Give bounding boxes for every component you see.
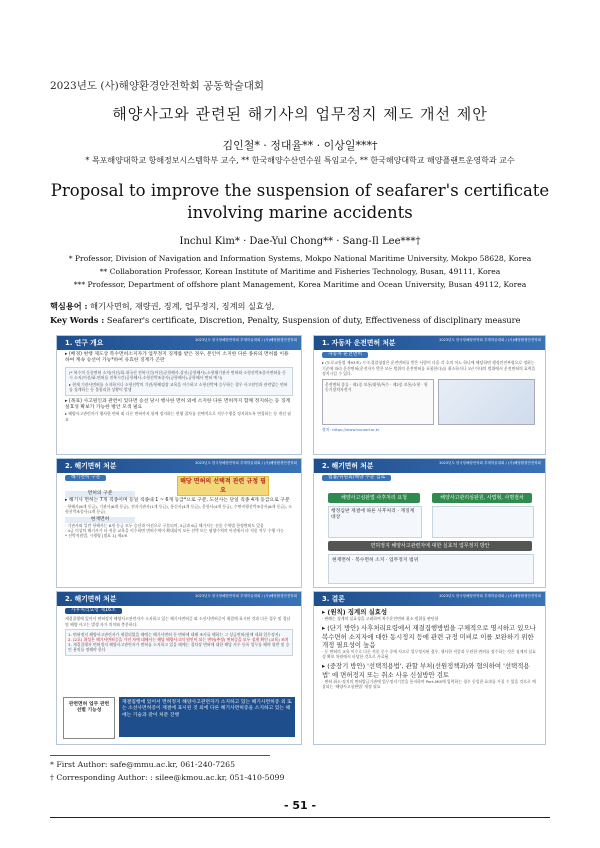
license-figure: [322, 379, 434, 425]
panel-title: 2. 해기면허 처분: [65, 595, 117, 603]
conference-name: 2023년도 (사)해양환경안전학회 공동학술대회: [50, 80, 265, 92]
keywords-english-text: Seafarer's certificate, Discretion, Penalty, Suspension of duty, Effectiveness of disciplinary measure: [106, 315, 521, 325]
panel-header-right: 2023년도 한국항해항만학회 추계학술대회 / (사)해양환경안전학회: [195, 338, 297, 342]
page-bottom-rule: [50, 817, 550, 818]
poster-panel-post-processing: [56, 591, 302, 745]
side-box-text: 관련면허 업무 관련 선별 기능성: [68, 702, 110, 714]
flow-detail-2: [432, 506, 534, 538]
license-text-2: · 항해사(6개 등급), 기관사(6개 등급), 전자기관사(1개 등급), 통신사(4개 등급), 운항사(4개 등급), 수면비행선박조종사(6개 등급), 소형선박조종사(1개 등급): [65, 504, 292, 515]
panel-body: [57, 350, 301, 424]
poster-panel-conclusion: [313, 591, 546, 745]
panel-body: [314, 473, 545, 483]
english-title: Proposal to improve the suspension of seafarer's certificate involving marine accidents: [50, 181, 550, 222]
keywords-english: [50, 315, 520, 325]
keywords-english-label: Key Words :: [50, 315, 105, 325]
conclusion-heading-1: ▸ (원칙) 징계의 실효성: [322, 608, 388, 616]
korean-authors: 김인철* · 정대율** · 이상일***†: [222, 139, 378, 152]
panel-header: [314, 459, 545, 473]
section-tag: 해기면허 구분: [65, 475, 106, 481]
note-text-2: ▸ 현재 기관사면허를 소지하거나 소형선박의 기관/항해겸장 교육을 이수하고 소형선박에 승무하는 경우 사고원인과 관련없는 면허를 징계하는 등 불합리한 상황이 발생: [69, 382, 288, 393]
conclusion-text-3: · 면허 취소·정지의 면허발급기관에 업무정지기간을 통지하여 Port-MIS에 입력하는 경우 동일한 효과를 가질 수 있을 것으로 예상되는 '해양사고심판법' 개정 필요: [322, 678, 536, 690]
conclusion-heading-2: ▸ (단기 방안) 사후처리요령에서 재결집행방법을 구체적으로 명시하고 있으나 복수면허 소지자에 대한 동시정지 등에 관련 규정 미비로 이를 보완하기 위한 개정 필요성이 높음: [322, 624, 536, 649]
conclusion-text-2: · 동 면허의 교육 이수로 다른 직종 중수 중에 사고로 업무정지된 경우, 행사한 직종과 무관한 면허를 정수하는 것은 징계의 실효성 확보 차원에서 타당한 것으로 사료됨: [322, 649, 536, 660]
license-text-4: · 4급 이상의 해기사가 타 직종 교육을 이수하면 면허수역이 확대되어 모든 선박 또는 평양수역의 어선에서 타 직종 직무 수행 가능: [65, 528, 284, 534]
panel-header-right: 2023년도 한국항해항만학회 추계학술대회 / (사)해양환경안전학회: [195, 594, 297, 598]
keywords-korean-text: 해기사면허, 재량권, 징계, 업무정지, 징계의 실효성,: [90, 301, 275, 311]
rule-text-2: 1. 면허정지 해양사고관련자가 재결되었을 때에는 해기사면허 등 면허에 대해 조사를 해하는 그 상급면허(함께 내화 업무정지): [68, 631, 280, 637]
panel-header: [314, 336, 545, 350]
panel-title: 1. 자동차 운전면허 처분: [322, 339, 396, 347]
panel-title: 2. 해기면허 처분: [322, 462, 374, 470]
panel-header: [314, 592, 545, 606]
keywords-korean-label: 핵심용어 :: [50, 301, 88, 311]
panel-header: [57, 592, 301, 606]
license-text-5: * 선박직원법, 시행령 [별표 1] 제4조: [65, 533, 128, 539]
rule-text-1: 재결집행에 있어서 면허정지 해양사고관련자가 소지하고 있는 해기사면허증 외 소선사면허증이 재결에 표시된 것과 다른 경우 및 경남 및 해양 사고는 발생 자가 의미와 충분하다.: [65, 616, 291, 627]
poster-panel-disposition: [313, 458, 546, 588]
footnote-first-author: * First Author: safe@mmu.ac.kr, 061-240-7265: [50, 760, 236, 769]
source-link: 출처: https://www.koroad.or.kr: [322, 427, 380, 433]
korean-affiliations: * 목포해양대학교 항해정보시스템학부 교수, ** 한국해양수산연수원 특임교수, ** 한국해양대학교 해양플랜트운영학과 교수: [85, 156, 515, 165]
law-text: ▸ (도로교통법 제93조) 시·도경찰청장은 운전면허를 받은 사람이 다음 각 호의 어느 하나에 해당하면 행정안전부령으로 정하는 기준에 따라 운전면허(운전자가 받은 모든 범위의 운전면허를 포함한다)를 취소하거나 1년 이내의 범위에서 운전면허의 효력을 정지시킬 수 있다.: [322, 360, 536, 376]
panel-header-right: 2023년도 한국항해항만학회 추계학술대회 / (사)해양환경안전학회: [439, 594, 541, 598]
panel-title: 1. 연구 개요: [65, 339, 104, 347]
panel-body: [57, 606, 301, 658]
conclusion-strip: [119, 697, 295, 737]
section-caption: 법률/위원회/해양 수준 검토: [322, 475, 391, 481]
flow-box-3: 면허정지 해양사고관련자에 대한 실효적 업무정지 방안: [328, 541, 532, 551]
panel-title: 3. 결론: [322, 595, 345, 603]
footnote-divider: [50, 755, 270, 756]
license-types: 운전면허 종류 · 제1종 보통/대형/특수 · 제2종 보통/소형 · 원동기장치자전거: [325, 382, 428, 393]
license-image: [438, 379, 535, 425]
panel-body: [314, 350, 545, 434]
conclusion-heading-3: ▸ (중장기 방안) '선택적용법', 관할 부처(선원정책과)와 협의하여 '선택적용법' 에 면허정지 또는 취소 사유 신설방안 검토: [322, 662, 530, 679]
conclusion-strip-text: 재결집행에 있어서 면허정지 해양사고관련자가 소지하고 있는 해기사면허증 외 또는 소선사면허증이 재결에 표시된 것 외에 다른 해기사면허증을 소지하고 있는 때에는 기술과 같이 처분 진행: [122, 700, 292, 718]
affiliation-1: * Professor, Division of Navigation and Information Systems, Mokpo National Maritime University, Mokpo 58628, Korea: [68, 254, 532, 263]
note-box: [65, 367, 293, 396]
rule-text-4: 3. 재결집행자 면허정지 해양사고관련자가 면허를 소지하고 있을 때에는 절차상 면허에 대한 해당 사무 등록 업무를 해야 위반 및 승인 용의를 정해야 한다: [68, 642, 290, 653]
flow-detail-1: [328, 506, 422, 538]
page-number: - 51 -: [283, 799, 317, 812]
figure-row: [322, 379, 537, 425]
subsection-2: 현재면허: [65, 517, 135, 523]
rule-text-3: 2. (2호) 위성은 해기사면허증을 가진 자에 대해서는 해당 해양사고의 원인이 되는 면허(추정) 면허증을 모두 징계 확인 (교육) 조치: [68, 637, 289, 643]
footnote-corresponding-author: † Corresponding Author: : silee@kmou.ac.kr, 051-410-5099: [50, 773, 285, 782]
keywords-korean: [50, 301, 274, 312]
license-text-1: ▸ 해기사 면허는 7개 직종이며 등일 직종내 1 ~ 6개 등급*으로 구분, 도선사는 단일 직종 4개 등급으로 구분: [65, 497, 290, 503]
section-caption: 자동차 운전면허: [322, 352, 368, 358]
flow-detail-text-1: 행정심판 재결에 따른 사후처리 · 재징계 대상: [331, 509, 415, 521]
conclusion-text-1: · 판례는 징계의 실효성을 고려하여 복수운전면허 취소 범위를 판단함: [322, 616, 439, 622]
license-text-3: · 기관사와 일반 항해사는 6개 등급 모두 승선과 어선으로 구분되며, 5급과 6급 해기사는 선종 수역별 한정면허도 있음: [65, 523, 264, 529]
panel-header-right: 2023년도 한국항해항만학회 추계학술대회 / (사)해양환경안전학회: [439, 338, 541, 342]
note-text-1: (* 복수의 동종면허 소지(어선/화-내국선 전복시간(어선)공항해사-상선(공항해사)-소형해기관사 면허와 소형선박조종사면허를 동시 소지(어선/화-면허를 전복시간(공항해사-소형선박조종사(공항해사)-공항해사 면허 예시): [69, 369, 286, 381]
poster-panel-seafarer-license: [56, 458, 302, 588]
background-text: ▸ (배경) 현행 제도상 복수면허소지자가 업무정지 징계를 받은 경우, 본인이 소지한 다른 종류의 면허를 이용하여 계속 승선이 가능*하여 유효한 징계가 곤란: [65, 352, 289, 364]
affiliation-3: *** Professor, Department of offshore plant Management, Korea Maritime and Ocean University, Busan 49112, Korea: [73, 280, 527, 289]
rule-tag: 사후처리요령 제16조: [65, 608, 122, 614]
panel-header-right: 2023년도 한국항해항만학회 추계학술대회 / (사)해양환경안전학회: [195, 461, 297, 465]
panel-header: [57, 459, 301, 473]
flow-box-2: 해양사고관리심판원, 사법형, 사명절차: [432, 493, 532, 503]
korean-title: 해양사고와 관련된 해기사의 업무정지 제도 개선 제안: [112, 105, 488, 123]
panel-body: [314, 606, 545, 691]
english-authors: Inchul Kim* · Dae-Yul Chong** · Sang-Il Lee***†: [179, 236, 421, 247]
panel-title: 2. 해기면허 처분: [65, 462, 117, 470]
affiliation-2: ** Collaboration Professor, Korean Institute of Maritime and Fisheries Technology, Busan, 49111, Korea: [99, 267, 501, 276]
poster-panel-research-overview: [56, 335, 302, 455]
panel-header: [57, 336, 301, 350]
rule-box: [65, 629, 293, 656]
panel-header-right: 2023년도 한국항해항만학회 추계학술대회 / (사)해양환경안전학회: [439, 461, 541, 465]
goal-note: ▸ 해양사고관련자가 행사한 면허 외 다른 면허까지 함께 정지하는 현행 절차를 선택적으로 직무수행을 정지하도록 변경하는 등 개선 필요: [65, 411, 291, 422]
flow-detail-3: [328, 554, 534, 584]
flow-box-1: 해양사고심판법 사후처리 요청: [328, 493, 420, 503]
side-box: [63, 697, 115, 739]
poster-panel-car-license: [313, 335, 546, 455]
highlight-banner: 해당 면허의 선택적 관련 규정 필요: [177, 476, 269, 496]
flow-detail-text-3: 현재면허 · 복수면허 소지 · 업무정지 범위: [332, 558, 419, 563]
goal-text: ▸ (목표) 사고원인과 관련이 있다면 승선 당시 행사한 면허 외에 소지한 다른 면허까지 함께 정지하는 등 징계 실효성 확보가 가능한 방안 모색 필요: [65, 398, 291, 411]
subsection-1: 면허의 구분: [65, 491, 135, 497]
